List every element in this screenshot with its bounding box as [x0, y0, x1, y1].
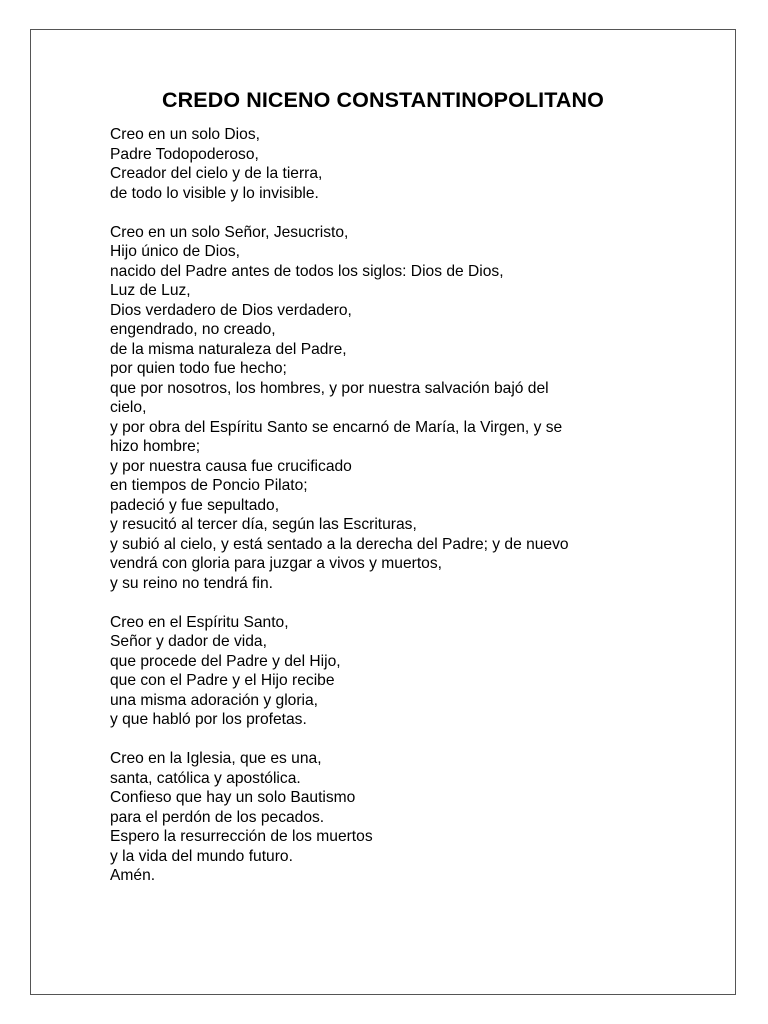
text-line: nacido del Padre antes de todos los siglos: Dios de Dios, — [110, 262, 504, 280]
text-line: que por nosotros, los hombres, y por nuestra salvación bajó del — [110, 379, 549, 397]
text-line: y la vida del mundo futuro. — [110, 847, 293, 865]
text-line: que con el Padre y el Hijo recibe — [110, 672, 335, 689]
text-line: hizo hombre; — [110, 438, 201, 455]
text-line: engendrado, no creado, — [110, 321, 276, 338]
text-line: y que habló por los profetas. — [110, 711, 307, 728]
text-line: Creo en el Espíritu Santo, — [110, 613, 289, 631]
text-line: una misma adoración y gloria, — [110, 691, 319, 709]
text-line: y por obra del Espíritu Santo se encarnó de María, la Virgen, y se — [110, 418, 563, 436]
text-line: Creo en un solo Dios, — [110, 126, 260, 143]
text-line: y su reino no tendrá fin. — [110, 574, 273, 592]
text-line: Padre Todopoderoso, — [110, 145, 259, 163]
text-line: Luz de Luz, — [110, 282, 191, 299]
text-line: Creo en un solo Señor, Jesucristo, — [110, 223, 349, 241]
text-line: Creador del cielo y de la tierra, — [110, 165, 323, 182]
text-line: Confieso que hay un solo Bautismo — [110, 789, 356, 806]
stanza — [110, 125, 710, 203]
text-line: Hijo único de Dios, — [110, 243, 241, 260]
stanza — [110, 223, 710, 594]
text-line: padeció y fue sepultado, — [110, 496, 280, 514]
stanza — [110, 749, 710, 886]
text-line: Espero la resurrección de los muertos — [110, 828, 373, 845]
creed-text — [110, 125, 710, 905]
text-line: y resucitó al tercer día, según las Escrituras, — [110, 516, 417, 533]
text-line: de la misma naturaleza del Padre, — [110, 340, 347, 358]
text-line: vendrá con gloria para juzgar a vivos y muertos, — [110, 555, 442, 572]
document-title: CREDO NICENO CONSTANTINOPOLITANO — [162, 88, 604, 112]
text-line: santa, católica y apostólica. — [110, 769, 301, 787]
text-line: Señor y dador de vida, — [110, 633, 267, 650]
text-line: para el perdón de los pecados. — [110, 808, 325, 826]
text-line: que procede del Padre y del Hijo, — [110, 652, 341, 670]
text-line: Dios verdadero de Dios verdadero, — [110, 301, 352, 319]
text-line: en tiempos de Poncio Pilato; — [110, 477, 308, 494]
text-line: por quien todo fue hecho; — [110, 360, 287, 377]
text-line: cielo, — [110, 399, 147, 416]
stanza — [110, 613, 710, 730]
text-line: y por nuestra causa fue crucificado — [110, 457, 352, 475]
text-line: y subió al cielo, y está sentado a la derecha del Padre; y de nuevo — [110, 535, 569, 553]
text-line: Amén. — [110, 867, 156, 884]
text-line: Creo en la Iglesia, que es una, — [110, 750, 322, 767]
text-line: de todo lo visible y lo invisible. — [110, 184, 319, 202]
